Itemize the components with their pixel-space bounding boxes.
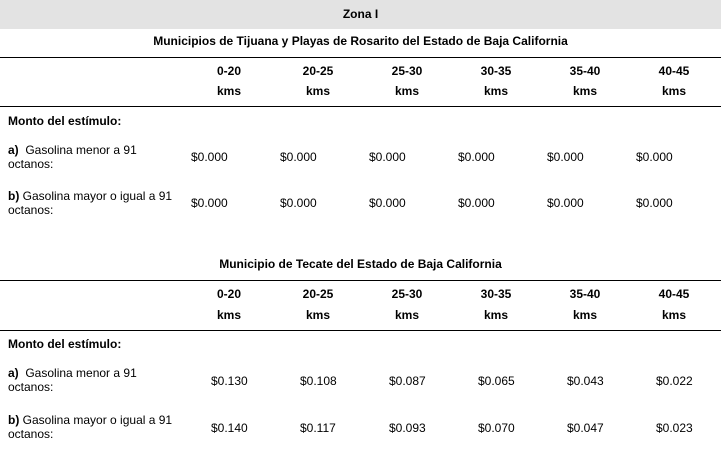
zone-title: Zona I	[342, 7, 379, 21]
s1-range-1: 20-25	[302, 64, 334, 78]
s1-row-b-value-0: $0.000	[191, 196, 228, 210]
s1-row-b-value-1: $0.000	[280, 196, 317, 210]
s1-range-3: 30-35	[480, 64, 512, 78]
s1-row-a-value-5: $0.000	[636, 150, 673, 164]
section-2-header-rule	[0, 330, 721, 331]
s2-unit-0: kms	[216, 308, 242, 322]
s1-range-4: 35-40	[569, 64, 601, 78]
s1-row-a-text2: octanos:	[8, 157, 54, 171]
s1-row-b-value-4: $0.000	[547, 196, 584, 210]
s1-row-a-value-4: $0.000	[547, 150, 584, 164]
s2-row-b-label	[8, 413, 178, 441]
s2-row-a-value-2: $0.087	[389, 374, 426, 388]
s1-row-b-text: Gasolina mayor o igual a 91	[22, 189, 173, 203]
s2-row-a-label	[8, 366, 178, 394]
s1-range-0: 0-20	[216, 64, 242, 78]
s2-row-a-value-5: $0.022	[656, 374, 693, 388]
section-2-top-rule	[0, 280, 721, 281]
s2-row-a-value-4: $0.043	[567, 374, 604, 388]
s2-monto-label: Monto del estímulo:	[8, 337, 122, 351]
s1-row-a-value-2: $0.000	[369, 150, 406, 164]
s2-row-b-value-4: $0.047	[567, 421, 604, 435]
s2-row-b-value-2: $0.093	[389, 421, 426, 435]
s1-row-b-value-3: $0.000	[458, 196, 495, 210]
s2-row-a-text2: octanos:	[8, 380, 54, 394]
s1-unit-0: kms	[216, 84, 242, 98]
s1-unit-3: kms	[483, 84, 509, 98]
s2-row-b-text: Gasolina mayor o igual a 91	[22, 413, 173, 427]
s2-unit-1: kms	[305, 308, 331, 322]
s2-row-a-letter: a)	[8, 366, 19, 380]
s2-row-b-value-1: $0.117	[300, 421, 336, 435]
s1-unit-2: kms	[394, 84, 420, 98]
s1-row-a-value-1: $0.000	[280, 150, 317, 164]
s1-row-b-value-2: $0.000	[369, 196, 406, 210]
s2-row-a-value-1: $0.108	[300, 374, 337, 388]
s2-row-b-value-3: $0.070	[478, 421, 515, 435]
s1-range-2: 25-30	[391, 64, 423, 78]
s2-row-b-value-5: $0.023	[656, 421, 693, 435]
section-1-header-rule	[0, 106, 721, 107]
s2-unit-2: kms	[394, 308, 420, 322]
s1-row-a-value-3: $0.000	[458, 150, 495, 164]
s2-range-1: 20-25	[302, 287, 334, 301]
s1-range-5: 40-45	[658, 64, 690, 78]
s2-unit-3: kms	[483, 308, 509, 322]
s2-row-a-value-3: $0.065	[478, 374, 515, 388]
s2-row-b-letter: b)	[8, 413, 20, 427]
s2-range-4: 35-40	[569, 287, 601, 301]
s1-row-b-text2: octanos:	[8, 203, 54, 217]
s2-unit-5: kms	[661, 308, 687, 322]
s1-unit-1: kms	[305, 84, 331, 98]
s1-row-a-label	[8, 143, 178, 171]
s2-range-2: 25-30	[391, 287, 423, 301]
s1-row-b-label	[8, 189, 178, 217]
s2-row-b-text2: octanos:	[8, 427, 54, 441]
s2-row-a-text: Gasolina menor a 91	[25, 366, 137, 380]
s1-row-b-value-5: $0.000	[636, 196, 673, 210]
s1-row-b-letter: b)	[8, 189, 20, 203]
s1-row-a-text: Gasolina menor a 91	[25, 143, 137, 157]
s2-unit-4: kms	[572, 308, 598, 322]
section-1-top-rule	[0, 57, 721, 58]
s1-row-a-value-0: $0.000	[191, 150, 228, 164]
s1-row-a-letter: a)	[8, 143, 19, 157]
s2-range-5: 40-45	[658, 287, 690, 301]
s2-row-b-value-0: $0.140	[211, 421, 248, 435]
s1-unit-5: kms	[661, 84, 687, 98]
section-2-title: Municipio de Tecate del Estado de Baja California	[219, 257, 502, 271]
s1-monto-label: Monto del estímulo:	[8, 114, 122, 128]
s2-row-a-value-0: $0.130	[211, 374, 248, 388]
s1-unit-4: kms	[572, 84, 598, 98]
s2-range-0: 0-20	[216, 287, 242, 301]
s2-range-3: 30-35	[480, 287, 512, 301]
section-1-title: Municipios de Tijuana y Playas de Rosarito del Estado de Baja California	[153, 34, 568, 48]
